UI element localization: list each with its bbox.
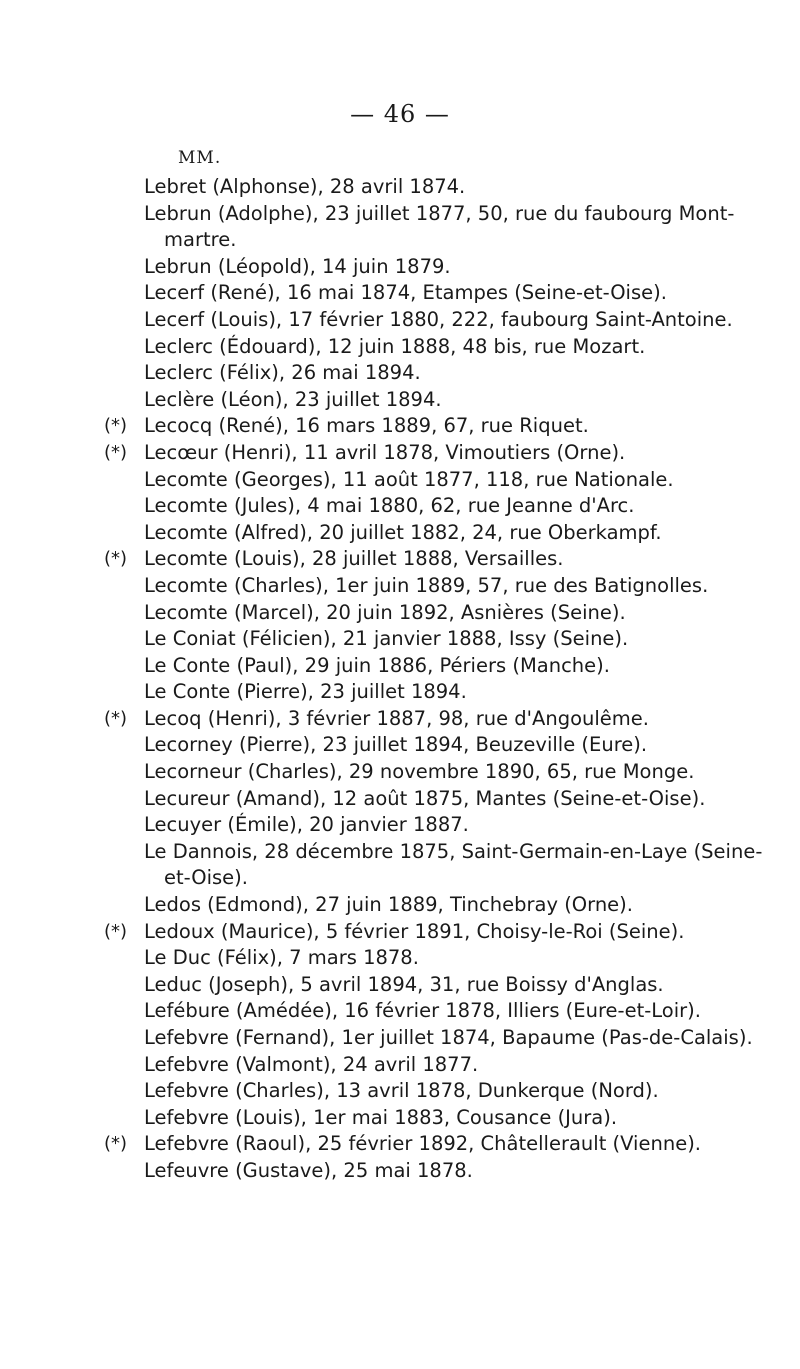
list-item (0, 1158, 800, 1185)
entry-text: Lecuyer (Émile), 20 janvier 1887. (144, 813, 469, 837)
list-item (0, 546, 800, 573)
list-item (0, 467, 800, 494)
entry-text: Leclère (Léon), 23 juillet 1894. (144, 387, 442, 411)
list-item (0, 520, 800, 547)
entry-text: Leclerc (Félix), 26 mai 1894. (144, 361, 421, 385)
entry-text: Lecomte (Jules), 4 mai 1880, 62, rue Jeanne d'Arc. (144, 494, 635, 518)
list-item (0, 440, 800, 467)
list-item (0, 626, 800, 653)
entry-text: Leclerc (Édouard), 12 juin 1888, 48 bis, rue Mozart. (144, 334, 646, 358)
list-item (0, 360, 800, 387)
list-item (0, 387, 800, 414)
list-item (0, 254, 800, 281)
page-number: — 46 — (350, 100, 450, 128)
list-item (0, 759, 800, 786)
asterisk-marker: (*) (104, 920, 128, 942)
list-item (0, 732, 800, 759)
entry-text: Leduc (Joseph), 5 avril 1894, 31, rue Boissy d'Anglas. (144, 972, 664, 996)
list-item (0, 892, 800, 919)
entry-text: Le Conte (Paul), 29 juin 1886, Périers (Manche). (144, 653, 610, 677)
entry-text: Lecorneur (Charles), 29 novembre 1890, 65, rue Monge. (144, 760, 695, 784)
asterisk-marker: (*) (104, 707, 128, 729)
entry-text: Lecoq (Henri), 3 février 1887, 98, rue d'Angoulême. (144, 706, 649, 730)
salutation: MM. (178, 148, 222, 168)
asterisk-marker: (*) (104, 548, 128, 570)
entry-text: Le Conte (Pierre), 23 juillet 1894. (144, 680, 467, 704)
entry-text: Lecureur (Amand), 12 août 1875, Mantes (Seine-et-Oise). (144, 786, 706, 810)
list-item (0, 174, 800, 201)
list-item (0, 1078, 800, 1105)
entry-text: Lebrun (Adolphe), 23 juillet 1877, 50, rue du faubourg Mont- (144, 201, 735, 225)
list-item (0, 1052, 800, 1079)
entry-text: Lefébure (Amédée), 16 février 1878, Illiers (Eure-et-Loir). (144, 999, 701, 1023)
list-item (0, 1025, 800, 1052)
asterisk-marker: (*) (104, 441, 128, 463)
list-item (0, 998, 800, 1025)
list-item (0, 493, 800, 520)
asterisk-marker: (*) (104, 1133, 128, 1155)
entry-text: Lecomte (Louis), 28 juillet 1888, Versailles. (144, 547, 564, 571)
entry-text: Lecocq (René), 16 mars 1889, 67, rue Riquet. (144, 414, 589, 438)
entry-text: Lefebvre (Raoul), 25 février 1892, Châtellerault (Vienne). (144, 1132, 701, 1156)
entry-text: Ledoux (Maurice), 5 février 1891, Choisy-le-Roi (Seine). (144, 919, 685, 943)
entry-text: Lecœur (Henri), 11 avril 1878, Vimoutiers (Orne). (144, 440, 626, 464)
list-item (0, 945, 800, 972)
entry-text: Le Dannois, 28 décembre 1875, Saint-Germain-en-Laye (Seine- (144, 839, 763, 863)
list-item (0, 600, 800, 627)
list-item (0, 839, 800, 892)
entry-text: Lefebvre (Fernand), 1er juillet 1874, Bapaume (Pas-de-Calais). (144, 1026, 753, 1049)
entry-text: Ledos (Edmond), 27 juin 1889, Tinchebray (Orne). (144, 893, 633, 917)
entry-text: Lefeuvre (Gustave), 25 mai 1878. (144, 1158, 473, 1182)
entry-text: Lefebvre (Valmont), 24 avril 1877. (144, 1052, 479, 1076)
list-item (0, 1105, 800, 1132)
list-item (0, 307, 800, 334)
asterisk-marker: (*) (104, 415, 128, 437)
entry-text: Lefebvre (Louis), 1er mai 1883, Cousance (Jura). (144, 1105, 618, 1129)
entry-text: Lecorney (Pierre), 23 juillet 1894, Beuzeville (Eure). (144, 733, 648, 757)
entry-text: Le Coniat (Félicien), 21 janvier 1888, Issy (Seine). (144, 627, 629, 651)
entry-text: Lefebvre (Charles), 13 avril 1878, Dunkerque (Nord). (144, 1079, 659, 1103)
entry-text: Lebrun (Léopold), 14 juin 1879. (144, 254, 451, 278)
list-item (0, 573, 800, 600)
list-item (0, 919, 800, 946)
list-item (0, 786, 800, 813)
list-item (0, 413, 800, 440)
entry-text: Lebret (Alphonse), 28 avril 1874. (144, 175, 466, 198)
entry-text: Lecomte (Charles), 1er juin 1889, 57, rue des Batignolles. (144, 573, 709, 597)
list-item (0, 334, 800, 361)
entry-list (0, 174, 800, 1185)
list-item (0, 653, 800, 680)
entry-text: Lecomte (Alfred), 20 juillet 1882, 24, rue Oberkampf. (144, 520, 662, 544)
list-item (0, 812, 800, 839)
entry-continuation: et-Oise). (164, 866, 248, 890)
list-item (0, 201, 800, 254)
list-item (0, 1131, 800, 1158)
entry-text: Lecomte (Georges), 11 août 1877, 118, rue Nationale. (144, 467, 674, 491)
entry-continuation: martre. (164, 228, 237, 252)
list-item (0, 972, 800, 999)
entry-text: Lecomte (Marcel), 20 juin 1892, Asnières (Seine). (144, 600, 626, 624)
list-item (0, 679, 800, 706)
entry-text: Lecerf (René), 16 mai 1874, Etampes (Seine-et-Oise). (144, 281, 667, 305)
list-item (0, 280, 800, 307)
entry-text: Le Duc (Félix), 7 mars 1878. (144, 946, 419, 970)
list-item (0, 706, 800, 733)
entry-text: Lecerf (Louis), 17 février 1880, 222, faubourg Saint-Antoine. (144, 307, 733, 331)
